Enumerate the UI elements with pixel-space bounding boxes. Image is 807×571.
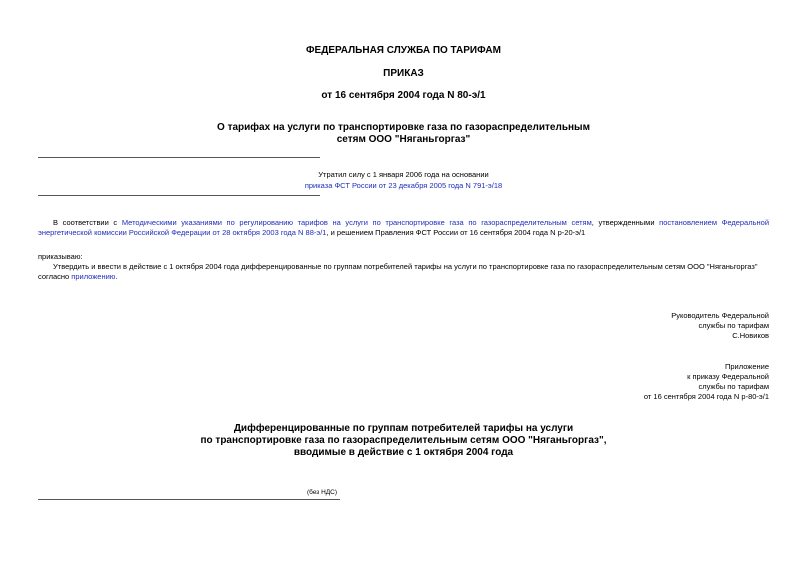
- vat-note: (без НДС): [307, 489, 338, 496]
- decree-word: приказываю:: [38, 252, 83, 261]
- resolution-paragraph: [38, 262, 769, 282]
- preamble-paragraph: [38, 218, 769, 238]
- agency-name: ФЕДЕРАЛЬНАЯ СЛУЖБА ПО ТАРИФАМ: [306, 45, 501, 56]
- doc-type: ПРИКАЗ: [383, 68, 424, 79]
- appendix-line-3: службы по тарифам: [698, 382, 769, 391]
- divider-bottom: [38, 195, 320, 196]
- appendix-header: [644, 362, 769, 402]
- appendix-link[interactable]: приложению: [71, 272, 116, 281]
- signature-name: С.Новиков: [732, 331, 769, 340]
- doc-title-line-2: сетям ООО "Няганьгоргаз": [336, 134, 471, 145]
- resolution-text-end: .: [115, 272, 118, 281]
- doc-title-line-1: О тарифах на услуги по транспортировке газа по газораспределительным: [217, 122, 590, 133]
- signature-title-2: службы по тарифам: [698, 321, 769, 330]
- divider-top: [38, 157, 320, 158]
- appendix-title-line-1: Дифференцированные по группам потребителей тарифы на услуги: [233, 423, 574, 434]
- doc-date: от 16 сентября 2004 года N 80-э/1: [321, 90, 486, 101]
- status-text: Утратил силу с 1 января 2006 года на основании: [318, 170, 489, 179]
- appendix-line-4: от 16 сентября 2004 года N р-80-э/1: [643, 392, 769, 401]
- methodical-guidelines-link[interactable]: Методическими указаниями по регулированию тарифов на услуги по транспортировке газа по газораспределительным сетям: [121, 218, 592, 227]
- appendix-line-2: к приказу Федеральной: [687, 372, 769, 381]
- appendix-title-line-3: вводимые в действие с 1 октября 2004 года: [293, 447, 514, 458]
- signature-block: [671, 311, 769, 341]
- divider-table: [38, 499, 340, 500]
- appendix-line-1: Приложение: [725, 362, 769, 371]
- signature-title-1: Руководитель Федеральной: [671, 311, 769, 320]
- preamble-text-c: , и решением Правления ФСТ России от 16 сентября 2004 года N р-20-э/1: [326, 228, 586, 237]
- status-link[interactable]: приказа ФСТ России от 23 декабря 2005 года N 791-э/18: [304, 181, 503, 190]
- preamble-text-b: , утвержденными: [591, 218, 660, 227]
- appendix-title-line-2: по транспортировке газа по газораспределительным сетям ООО "Няганьгоргаз",: [200, 435, 607, 446]
- resolution-text: Утвердить и ввести в действие с 1 октября 2004 года дифференцированные по группам потребителей тарифы на услуги по транспортировке газа по газораспределительным сетям ООО "Няганьгоргаз" согласно: [38, 262, 758, 281]
- preamble-text-a: В соответствии с: [53, 218, 122, 227]
- fek-resolution-link[interactable]: постановлением Федеральной энергетической комиссии Российской Федерации от 28 октября 2003 года N 88-э/1: [38, 218, 770, 237]
